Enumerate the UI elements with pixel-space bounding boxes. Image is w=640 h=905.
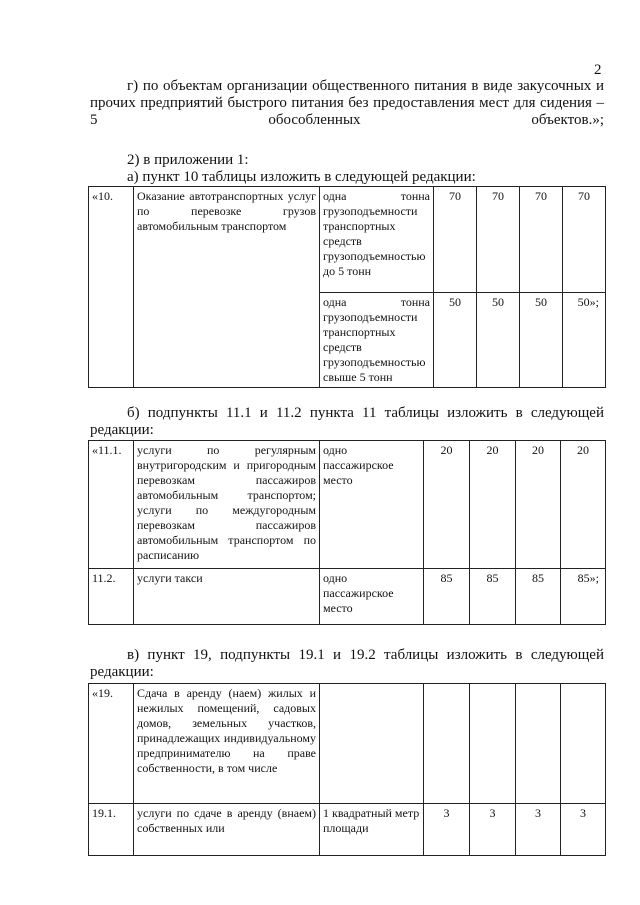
row-value [516,684,561,804]
row-value: 85 [470,569,516,625]
table-item-10 [88,186,606,388]
row-description: услуги по регулярным внутригородским и пригородным перевозкам пассажиров автомобильным транспортом; услуги по междугородным перевозкам пассажиров автомобильным транспортом по расписанию [134,441,320,569]
table-item-19 [88,683,606,856]
row-number: «11.1. [89,441,134,569]
row-value: 20 [424,441,470,569]
paragraph-appendix: 2) в приложении 1: [127,152,249,168]
table-item-11 [88,440,606,625]
row-value: 20 [470,441,516,569]
row-description: услуги такси [134,569,320,625]
row-unit: одно пассажирское место [320,441,424,569]
row-value: 3 [470,804,516,856]
paragraph-item-v: в) пункт 19, подпункты 19.1 и 19.2 таблицы изложить в следующей редакции: [90,647,604,680]
row-number: 19.1. [89,804,134,856]
row-unit: одно пассажирское место [320,569,424,625]
row-value: 3 [516,804,561,856]
row-value: 85 [424,569,470,625]
page-number: 2 [594,62,602,78]
row-value: 50 [434,293,477,388]
row-value: 3 [424,804,470,856]
row-value: 70 [434,187,477,293]
row-number: «19. [89,684,134,804]
table-row [89,187,606,293]
row-unit: одна тонна грузоподъемности транспортных средств грузоподъемностью свыше 5 тонн [320,293,434,388]
row-number: «10. [89,187,134,388]
paragraph-item-a: а) пункт 10 таблицы изложить в следующей редакции: [127,169,476,185]
row-value [561,684,606,804]
row-value: 50 [520,293,563,388]
row-description: Сдача в аренду (наем) жилых и нежилых помещений, садовых домов, земельных участков, принадлежащих индивидуальному предпринимателю на праве собственности, в том числе [134,684,320,804]
row-value: 50»; [563,293,606,388]
row-value [424,684,470,804]
row-number: 11.2. [89,569,134,625]
row-value: 85»; [561,569,606,625]
row-value: 70 [477,187,520,293]
table-row [89,804,606,856]
paragraph-item-g: г) по объектам организации общественного питания в виде закусочных и прочих предприятий быстрого питания без предоставления мест для сидения – 5 обособленных объектов.»; [90,78,604,128]
row-value: 20 [561,441,606,569]
row-description: Оказание автотранспортных услуг по перевозке грузов автомобильным транспортом [134,187,320,388]
row-unit: 1 квадратный метр площади [320,804,424,856]
row-value [470,684,516,804]
row-value: 3 [561,804,606,856]
row-unit [320,684,424,804]
table-row [89,569,606,625]
row-value: 50 [477,293,520,388]
row-value: 70 [520,187,563,293]
row-value: 70 [563,187,606,293]
table-row [89,441,606,569]
row-value: 20 [516,441,561,569]
paragraph-item-b: б) подпункты 11.1 и 11.2 пункта 11 таблицы изложить в следующей редакции: [90,405,604,438]
row-description: услуги по сдаче в аренду (внаем) собственных или [134,804,320,856]
table-row [89,684,606,804]
row-unit: одна тонна грузоподъемности транспортных средств грузоподъемностью до 5 тонн [320,187,434,293]
row-value: 85 [516,569,561,625]
